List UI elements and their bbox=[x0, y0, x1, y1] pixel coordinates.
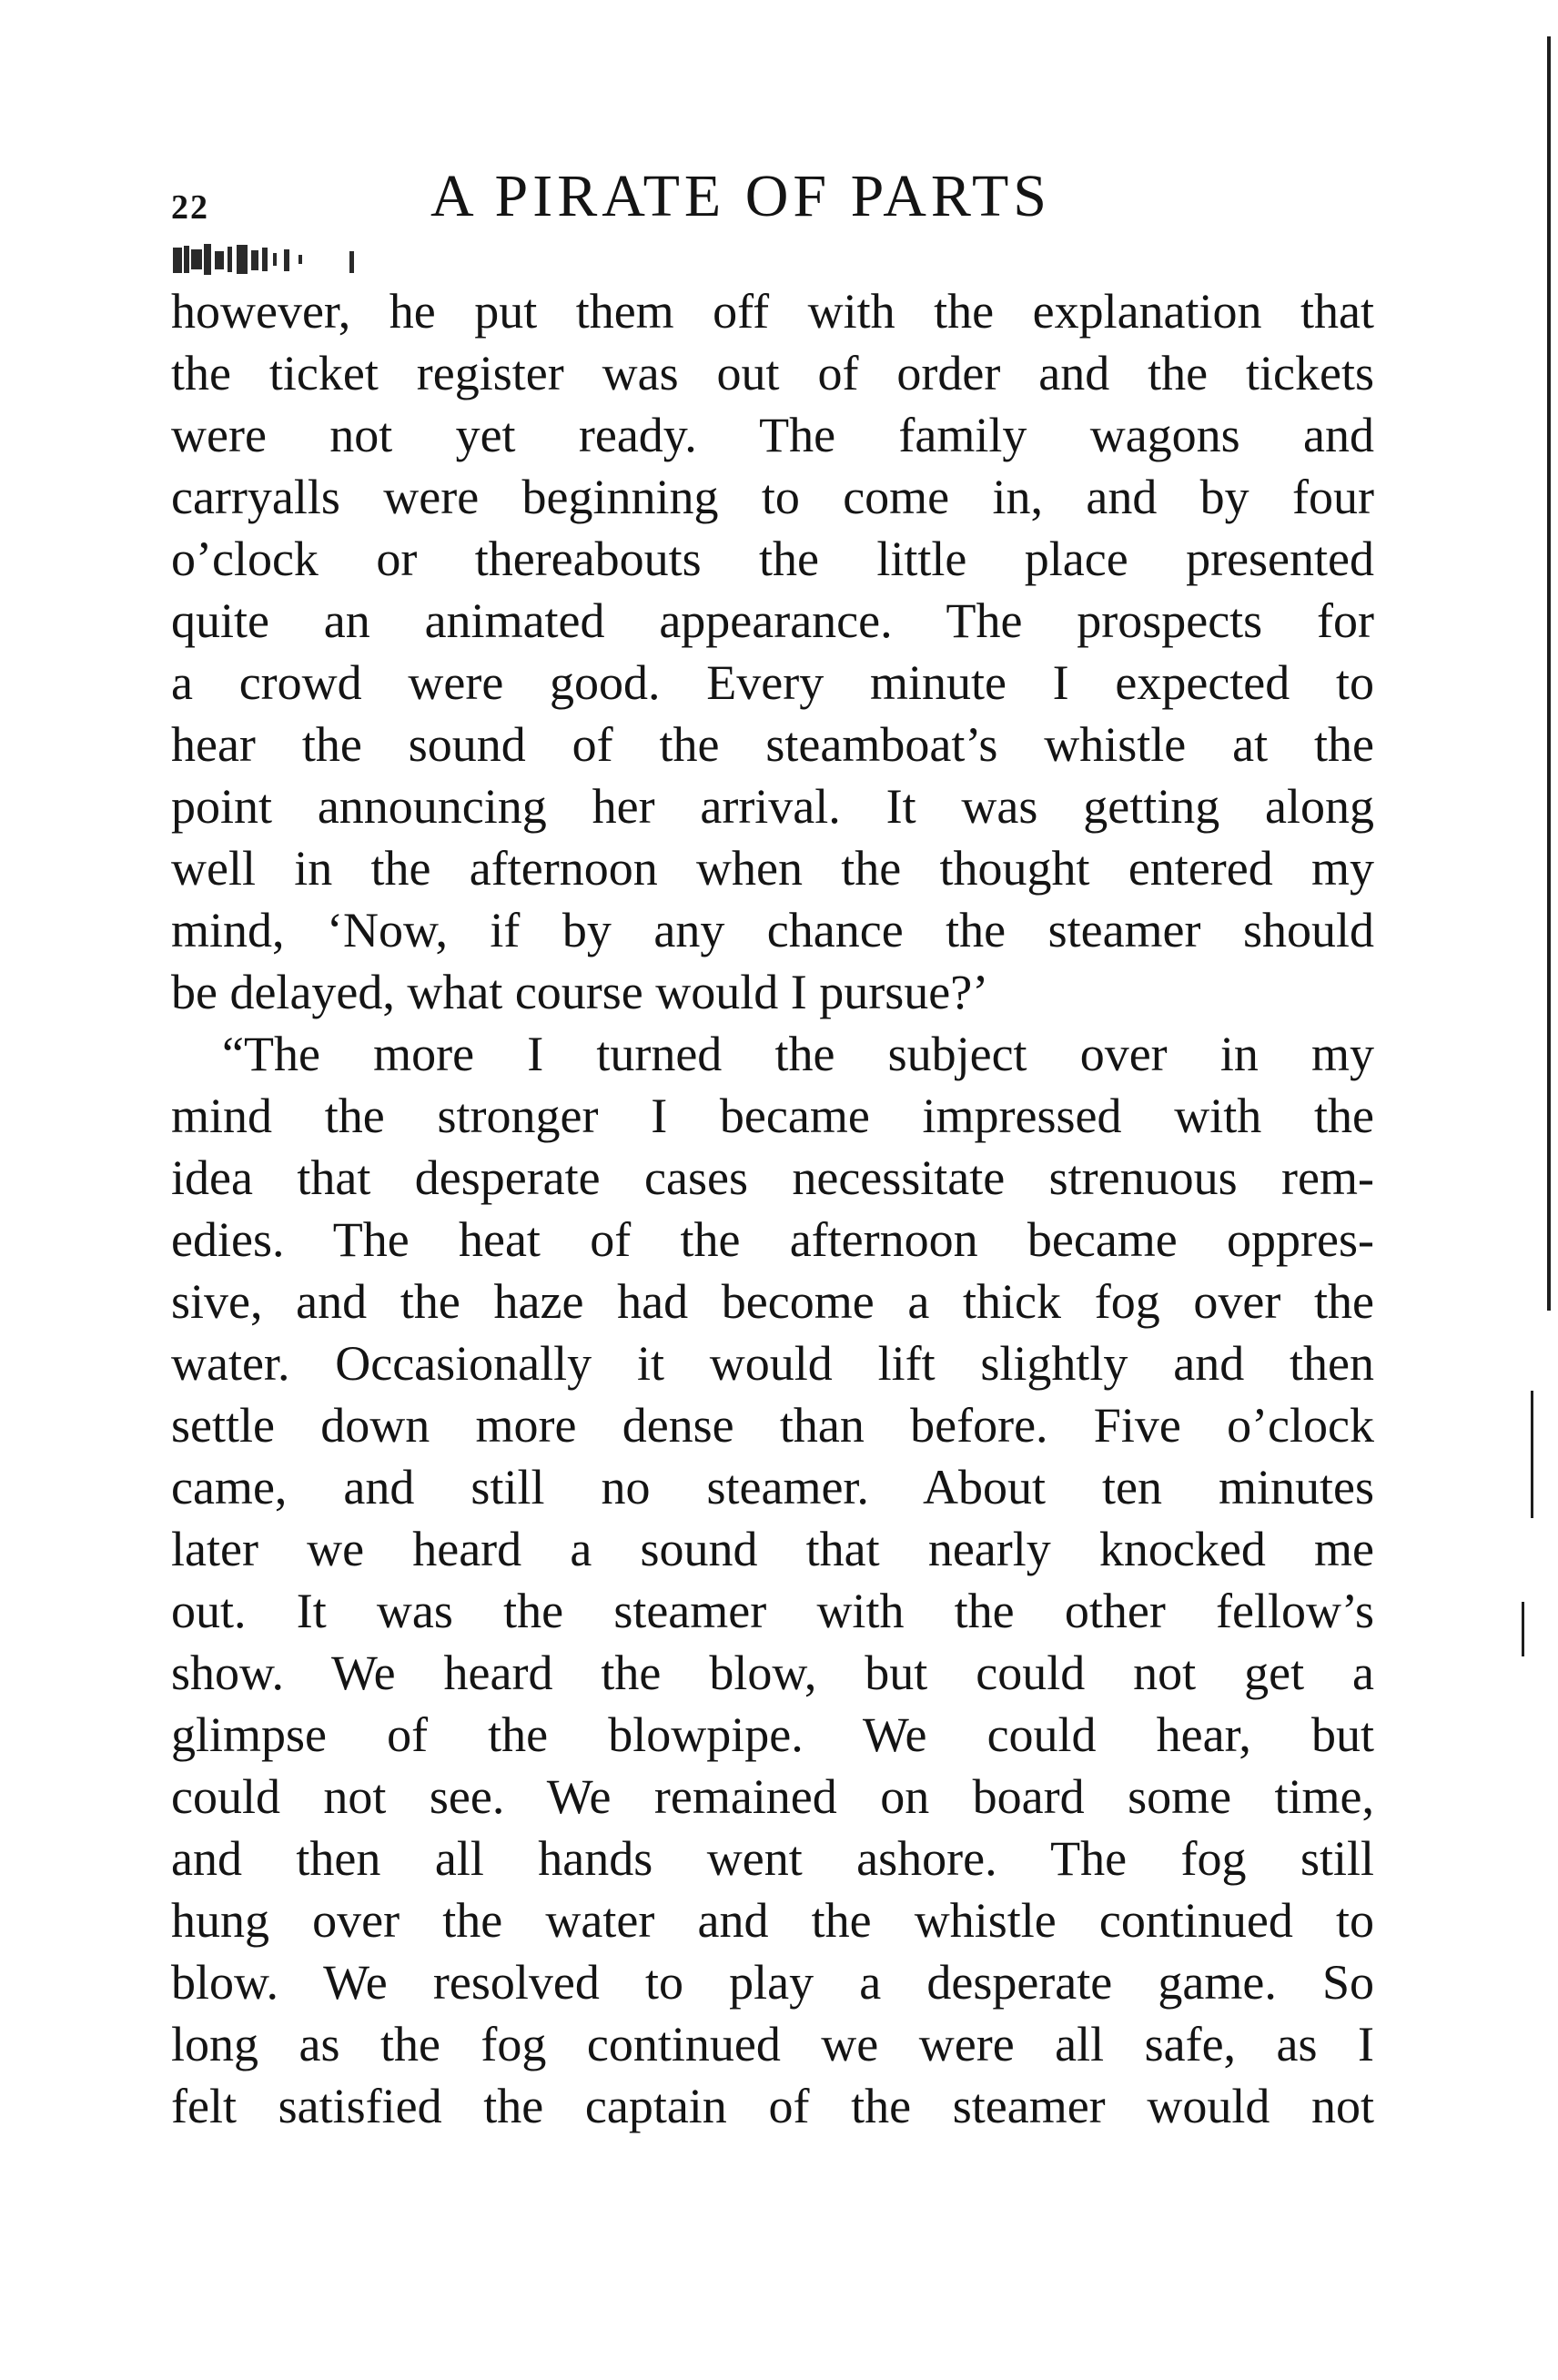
text-line: and then all hands went ashore. The fog still bbox=[171, 1831, 1374, 1886]
text-line: carryalls were beginning to come in, and by four bbox=[171, 470, 1374, 524]
text-line: mind the stronger I became impressed with the bbox=[171, 1089, 1374, 1143]
running-head: A PIRATE OF PARTS bbox=[430, 163, 1051, 229]
text-line: o’clock or thereabouts the little place presented bbox=[171, 532, 1374, 586]
text-line: well in the afternoon when the thought entered my bbox=[171, 841, 1374, 896]
text-line: glimpse of the blowpipe. We could hear, but bbox=[171, 1707, 1374, 1762]
text-line: a crowd were good. Every minute I expected to bbox=[171, 655, 1374, 710]
text-line: quite an animated appearance. The prospects for bbox=[171, 593, 1374, 648]
page-header bbox=[171, 162, 1381, 235]
text-line: show. We heard the blow, but could not get a bbox=[171, 1646, 1374, 1700]
text-line: mind, ‘Now, if by any chance the steamer should bbox=[171, 903, 1374, 957]
text-line: blow. We resolved to play a desperate game. So bbox=[171, 1955, 1374, 2010]
text-line: be delayed, what course would I pursue?’ bbox=[171, 965, 989, 1019]
page-number: 22 bbox=[171, 188, 209, 227]
text-line: “The more I turned the subject over in my bbox=[222, 1027, 1374, 1081]
text-line: later we heard a sound that nearly knocked me bbox=[171, 1522, 1374, 1576]
text-line: came, and still no steamer. About ten minutes bbox=[171, 1460, 1374, 1514]
text-line: edies. The heat of the afternoon became oppres- bbox=[171, 1212, 1374, 1267]
text-line: point announcing her arrival. It was getting along bbox=[171, 779, 1374, 834]
text-line: hung over the water and the whistle continued to bbox=[171, 1893, 1374, 1948]
text-line: the ticket register was out of order and the tickets bbox=[171, 346, 1374, 400]
scan-edge-mark bbox=[1522, 1602, 1524, 1656]
text-line: could not see. We remained on board some time, bbox=[171, 1769, 1374, 1824]
text-line: hear the sound of the steamboat’s whistle at the bbox=[171, 717, 1374, 772]
body-text bbox=[171, 280, 1374, 2137]
text-line: idea that desperate cases necessitate strenuous rem- bbox=[171, 1150, 1374, 1205]
text-line: out. It was the steamer with the other fellow’s bbox=[171, 1584, 1374, 1638]
text-line: settle down more dense than before. Five o’clock bbox=[171, 1398, 1374, 1453]
text-line: water. Occasionally it would lift slightly and then bbox=[171, 1336, 1374, 1391]
text-line: felt satisfied the captain of the steamer would not bbox=[171, 2079, 1374, 2133]
text-line: sive, and the haze had become a thick fog over the bbox=[171, 1274, 1374, 1329]
text-line: however, he put them off with the explanation that bbox=[171, 284, 1374, 339]
print-smudge bbox=[171, 242, 380, 279]
text-line: long as the fog continued we were all safe, as I bbox=[171, 2017, 1374, 2071]
text-line: were not yet ready. The family wagons and bbox=[171, 408, 1374, 462]
scan-edge-line bbox=[1547, 36, 1551, 1311]
scan-edge-mark bbox=[1531, 1391, 1533, 1518]
